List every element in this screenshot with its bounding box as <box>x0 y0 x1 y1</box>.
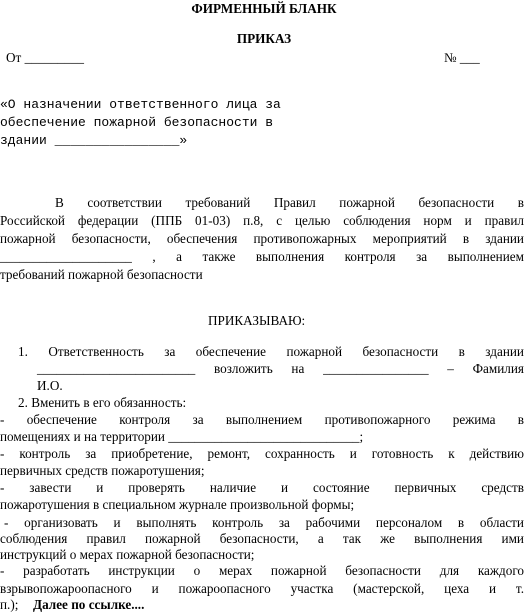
order-title: ПРИКАЗ <box>236 31 292 46</box>
preamble-line-2: Российской федерации (ППБ 01-03) п.8, с целью соблюдения норм и правил <box>0 213 524 228</box>
preamble-line-3: пожарной безопасности, обеспечения противопожарных мероприятий в здании <box>0 231 524 246</box>
preamble-line-1: В соответствии требований Правил пожарной безопасности в <box>55 195 524 210</box>
duty-4-line-1: - организовать и выполнять контроль за рабочими персоналом в области <box>4 515 524 530</box>
preamble-line-4: ____________________ , а также выполнения контроля за выполнением <box>0 249 524 264</box>
blank-title: ФИРМЕННЫЙ БЛАНК <box>191 1 337 16</box>
order-number-field: № ___ <box>444 50 480 65</box>
duty-2-line-2: первичных средств пожаротушения; <box>0 463 205 478</box>
order-heading: ПРИКАЗЫВАЮ: <box>208 313 306 328</box>
more-link[interactable]: Далее по ссылке.... <box>33 597 145 612</box>
item-1-line-1: 1. Ответственность за обеспечение пожарной безопасности в здании <box>18 344 524 359</box>
duty-4-line-3: инструкций о мерах пожарной безопасности; <box>0 547 255 562</box>
duty-1-line-2: помещениях и на территории _____________________________; <box>0 429 364 444</box>
subject-line-2: обеспечение пожарной безопасности в <box>0 115 274 130</box>
item-2: 2. Вменить в его обязанность: <box>18 395 187 410</box>
duty-4-line-2: соблюдения правил пожарной безопасности, а так же выполнения ими <box>0 531 524 546</box>
preamble-line-5: требований пожарной безопасности <box>0 267 203 282</box>
order-date-field: От _________ <box>6 50 84 65</box>
item-1-line-3: И.О. <box>37 378 63 393</box>
duty-1-line-1: - обеспечение контроля за выполнением противопожарного режима в <box>0 412 524 427</box>
duty-5-line-2: взрывопожароопасного и пожароопасного участка (мастерской, цеха и т. <box>0 581 524 596</box>
duty-3-line-1: - завести и проверять наличие и состояние первичных средств <box>0 480 524 495</box>
duty-5-line-3: п.); <box>0 597 19 612</box>
subject-line-3: здании ________________» <box>0 133 188 148</box>
item-1-line-2: ________________________ возложить на ________________ – Фамилия <box>37 361 524 376</box>
duty-5-line-1: - разработать инструкции о мерах пожарной безопасности для каждого <box>0 563 524 578</box>
last-line <box>0 596 528 613</box>
duty-2-line-1: - контроль за приобретение, ремонт, сохранность и готовность к действию <box>0 446 524 461</box>
duty-3-line-2: пожаротушения в специальном журнале произвольной формы; <box>0 497 355 512</box>
subject-line-1: «О назначении ответственного лица за <box>0 97 281 112</box>
